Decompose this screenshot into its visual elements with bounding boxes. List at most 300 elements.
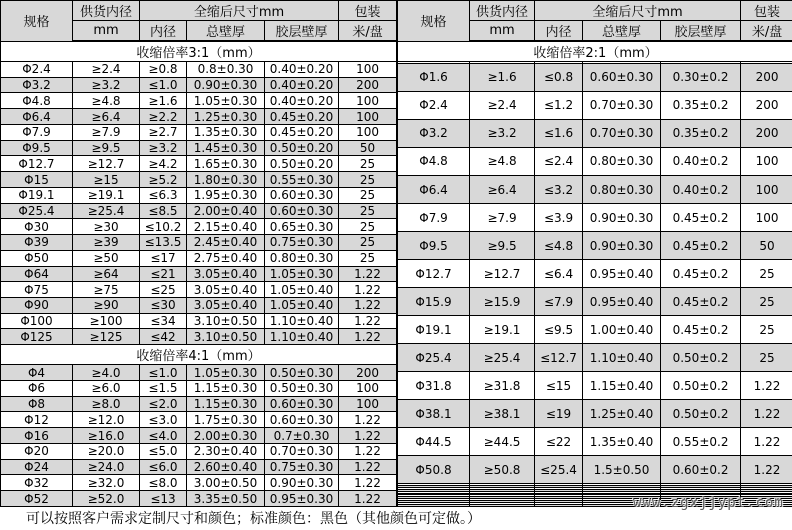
pack-cell: 25 xyxy=(741,260,792,288)
spec-row xyxy=(398,428,792,456)
total-wall-cell: 3.05±0.40 xyxy=(187,298,265,314)
shrunk-inner-diameter-cell: ≤0.8 xyxy=(535,63,583,91)
glue-wall-cell: 0.50±0.2 xyxy=(661,400,741,428)
supply-inner-diameter-cell: ≥9.5 xyxy=(73,140,140,156)
glue-wall-cell: 1.10±0.40 xyxy=(265,313,339,329)
spec-cell: Φ100 xyxy=(1,313,73,329)
col-header-spec: 规格 xyxy=(1,1,73,42)
spec-row xyxy=(398,288,792,316)
col-header-pack-unit: 米/盘 xyxy=(741,21,792,42)
pack-cell: 1.22 xyxy=(339,282,397,298)
total-wall-cell: 3.05±0.40 xyxy=(187,266,265,282)
section-header-row xyxy=(1,41,397,62)
supply-inner-diameter-cell: ≥6.0 xyxy=(73,380,140,396)
pack-cell: 1.22 xyxy=(339,459,397,475)
total-wall-cell: 0.90±0.30 xyxy=(187,77,265,93)
supply-inner-diameter-cell: ≥20.0 xyxy=(73,443,140,459)
glue-wall-cell: 0.45±0.2 xyxy=(661,316,741,344)
glue-wall-cell: 0.45±0.2 xyxy=(661,204,741,232)
glue-wall-cell: 0.60±0.2 xyxy=(661,456,741,484)
pack-cell: 25 xyxy=(741,316,792,344)
pack-cell: 1.22 xyxy=(339,475,397,491)
shrunk-inner-diameter-cell: ≤25.4 xyxy=(535,456,583,484)
supply-inner-diameter-cell: ≥1.6 xyxy=(470,63,535,91)
pack-cell: 200 xyxy=(741,119,792,147)
spec-row xyxy=(398,316,792,344)
shrunk-inner-diameter-cell: ≤22 xyxy=(535,428,583,456)
shrunk-inner-diameter-cell: ≤1.5 xyxy=(140,380,187,396)
glue-wall-cell: 0.40±0.20 xyxy=(265,77,339,93)
pack-cell: 100 xyxy=(741,204,792,232)
supply-inner-diameter-cell: ≥2.4 xyxy=(470,91,535,119)
spec-row xyxy=(398,344,792,372)
spec-row xyxy=(1,428,397,444)
section-title: 收缩倍率3:1（mm） xyxy=(1,41,397,62)
spec-cell: Φ1.6 xyxy=(398,63,470,91)
spec-row xyxy=(1,491,397,507)
spec-cell: Φ12.7 xyxy=(1,156,73,172)
total-wall-cell: 0.90±0.30 xyxy=(583,232,661,260)
spec-cell: Φ31.8 xyxy=(398,372,470,400)
glue-wall-cell: 0.90±0.30 xyxy=(265,475,339,491)
shrunk-inner-diameter-cell: ≥1.6 xyxy=(140,93,187,109)
shrunk-inner-diameter-cell: ≤25 xyxy=(140,282,187,298)
spec-row xyxy=(398,147,792,175)
pack-cell: 1.22 xyxy=(741,428,792,456)
spec-row xyxy=(1,313,397,329)
col-header-total-wall: 总壁厚 xyxy=(583,21,661,42)
shrunk-inner-diameter-cell: ≤8.5 xyxy=(140,203,187,219)
spec-row xyxy=(1,266,397,282)
glue-wall-cell: 1.05±0.30 xyxy=(265,266,339,282)
section-header-row xyxy=(398,41,792,62)
total-wall-cell: 3.10±0.50 xyxy=(187,329,265,345)
supply-inner-diameter-cell: ≥6.4 xyxy=(73,109,140,125)
spec-cell: Φ6.4 xyxy=(398,175,470,203)
total-wall-cell: 2.00±0.40 xyxy=(187,203,265,219)
glue-wall-cell: 0.40±0.2 xyxy=(661,147,741,175)
shrunk-inner-diameter-cell: ≤8.0 xyxy=(140,475,187,491)
total-wall-cell: 1.95±0.30 xyxy=(187,187,265,203)
spec-row xyxy=(1,365,397,381)
spec-cell: Φ3.2 xyxy=(398,119,470,147)
total-wall-cell: 0.70±0.30 xyxy=(583,119,661,147)
glue-wall-cell: 0.70±0.30 xyxy=(265,443,339,459)
glue-wall-cell: 0.60±0.30 xyxy=(265,412,339,428)
spec-row xyxy=(1,172,397,188)
spec-cell: Φ12 xyxy=(1,412,73,428)
total-wall-cell: 1.35±0.30 xyxy=(187,124,265,140)
shrunk-inner-diameter-cell: ≤12.7 xyxy=(535,344,583,372)
total-wall-cell: 0.95±0.40 xyxy=(583,260,661,288)
spec-row xyxy=(1,219,397,235)
right-spec-table xyxy=(397,0,792,507)
supply-inner-diameter-cell: ≥90 xyxy=(73,298,140,314)
supply-inner-diameter-cell: ≥6.4 xyxy=(470,175,535,203)
shrunk-inner-diameter-cell: ≤1.6 xyxy=(535,119,583,147)
spec-cell: Φ12.7 xyxy=(398,260,470,288)
section-header-row xyxy=(1,345,397,365)
glue-wall-cell: 0.40±0.2 xyxy=(661,175,741,203)
supply-inner-diameter-cell: ≥4.0 xyxy=(73,365,140,381)
pack-cell: 100 xyxy=(339,124,397,140)
shrunk-inner-diameter-cell: ≥2.7 xyxy=(140,124,187,140)
spec-row xyxy=(1,443,397,459)
pack-cell: 25 xyxy=(339,187,397,203)
spec-row xyxy=(398,400,792,428)
shrunk-inner-diameter-cell: ≤5.0 xyxy=(140,443,187,459)
total-wall-cell: 1.5±0.50 xyxy=(583,456,661,484)
pack-cell: 1.22 xyxy=(741,372,792,400)
total-wall-cell: 3.35±0.50 xyxy=(187,491,265,507)
spec-cell: Φ39 xyxy=(1,235,73,251)
spec-row xyxy=(398,372,792,400)
spec-cell: Φ52 xyxy=(1,491,73,507)
glue-wall-cell: 0.60±0.30 xyxy=(265,396,339,412)
total-wall-cell: 1.05±0.30 xyxy=(187,93,265,109)
spec-row xyxy=(1,250,397,266)
shrunk-inner-diameter-cell: ≤1.2 xyxy=(535,91,583,119)
col-header-after-shrink: 全缩后尺寸mm xyxy=(140,1,339,21)
total-wall-cell: 3.05±0.40 xyxy=(187,282,265,298)
glue-wall-cell: 1.10±0.40 xyxy=(265,329,339,345)
spec-cell: Φ6 xyxy=(1,380,73,396)
total-wall-cell: 2.00±0.30 xyxy=(187,428,265,444)
shrunk-inner-diameter-cell: ≥5.2 xyxy=(140,172,187,188)
spec-cell: Φ75 xyxy=(1,282,73,298)
spec-row xyxy=(1,77,397,93)
glue-wall-cell: 0.50±0.30 xyxy=(265,365,339,381)
shrunk-inner-diameter-cell: ≤19 xyxy=(535,400,583,428)
total-wall-cell: 1.00±0.40 xyxy=(583,316,661,344)
pack-cell: 100 xyxy=(339,380,397,396)
spec-row xyxy=(1,459,397,475)
shrunk-inner-diameter-cell: ≤13.5 xyxy=(140,235,187,251)
glue-wall-cell: 1.05±0.40 xyxy=(265,282,339,298)
total-wall-cell: 1.15±0.30 xyxy=(187,380,265,396)
footer-note: 可以按照客户需求定制尺寸和颜色；标准颜色：黑色（其他颜色可定做。） xyxy=(0,507,792,530)
spec-cell: Φ25.4 xyxy=(398,344,470,372)
shrunk-inner-diameter-cell: ≤15 xyxy=(535,372,583,400)
shrunk-inner-diameter-cell: ≤17 xyxy=(140,250,187,266)
spec-cell: Φ2.4 xyxy=(398,91,470,119)
supply-inner-diameter-cell: ≥3.2 xyxy=(470,119,535,147)
total-wall-cell: 0.80±0.30 xyxy=(583,175,661,203)
spec-cell: Φ25.4 xyxy=(1,203,73,219)
pack-cell: 100 xyxy=(339,109,397,125)
supply-inner-diameter-cell: ≥64 xyxy=(73,266,140,282)
spec-row xyxy=(1,187,397,203)
total-wall-cell: 2.15±0.40 xyxy=(187,219,265,235)
pack-cell: 100 xyxy=(339,396,397,412)
spec-row xyxy=(1,124,397,140)
shrunk-inner-diameter-cell: ≥0.8 xyxy=(140,62,187,78)
spec-row xyxy=(1,412,397,428)
glue-wall-cell: 0.75±0.30 xyxy=(265,459,339,475)
total-wall-cell: 1.10±0.40 xyxy=(583,344,661,372)
pack-cell: 1.22 xyxy=(339,428,397,444)
supply-inner-diameter-cell: ≥15.9 xyxy=(470,288,535,316)
supply-inner-diameter-cell: ≥30 xyxy=(73,219,140,235)
shrunk-inner-diameter-cell: ≤34 xyxy=(140,313,187,329)
glue-wall-cell: 0.80±0.30 xyxy=(265,250,339,266)
col-header-glue-wall: 胶层壁厚 xyxy=(265,21,339,42)
shrunk-inner-diameter-cell: ≤6.0 xyxy=(140,459,187,475)
glue-wall-cell: 0.60±0.30 xyxy=(265,187,339,203)
total-wall-cell: 0.70±0.30 xyxy=(583,91,661,119)
spec-cell: Φ20 xyxy=(1,443,73,459)
spec-row xyxy=(1,298,397,314)
pack-cell: 25 xyxy=(339,203,397,219)
shrunk-inner-diameter-cell: ≤6.4 xyxy=(535,260,583,288)
glue-wall-cell: 0.55±0.30 xyxy=(265,172,339,188)
col-header-glue-wall: 胶层壁厚 xyxy=(661,21,741,42)
supply-inner-diameter-cell: ≥25.4 xyxy=(470,344,535,372)
shrunk-inner-diameter-cell: ≤6.3 xyxy=(140,187,187,203)
spec-cell: Φ19.1 xyxy=(398,316,470,344)
supply-inner-diameter-cell: ≥2.4 xyxy=(73,62,140,78)
spec-cell: Φ6.4 xyxy=(1,109,73,125)
shrunk-inner-diameter-cell: ≤3.0 xyxy=(140,412,187,428)
shrunk-inner-diameter-cell: ≤30 xyxy=(140,298,187,314)
total-wall-cell: 1.75±0.30 xyxy=(187,412,265,428)
shrunk-inner-diameter-cell: ≤2.4 xyxy=(535,147,583,175)
glue-wall-cell: 0.95±0.30 xyxy=(265,491,339,507)
col-header-after-shrink: 全缩后尺寸mm xyxy=(535,1,741,21)
supply-inner-diameter-cell: ≥32.0 xyxy=(73,475,140,491)
pack-cell: 1.22 xyxy=(339,491,397,507)
pack-cell: 200 xyxy=(741,63,792,91)
supply-inner-diameter-cell: ≥50 xyxy=(73,250,140,266)
total-wall-cell: 1.65±0.30 xyxy=(187,156,265,172)
spec-row xyxy=(1,109,397,125)
pack-cell: 100 xyxy=(741,147,792,175)
pack-cell: 50 xyxy=(741,232,792,260)
col-header-supply-unit: mm xyxy=(470,21,535,42)
shrunk-inner-diameter-cell: ≤3.9 xyxy=(535,204,583,232)
pack-cell: 100 xyxy=(339,62,397,78)
total-wall-cell: 1.80±0.30 xyxy=(187,172,265,188)
supply-inner-diameter-cell: ≥15 xyxy=(73,172,140,188)
total-wall-cell: 1.25±0.40 xyxy=(583,400,661,428)
pack-cell: 25 xyxy=(741,344,792,372)
supply-inner-diameter-cell: ≥8.0 xyxy=(73,396,140,412)
spec-cell: Φ3.2 xyxy=(1,77,73,93)
spec-cell: Φ44.5 xyxy=(398,428,470,456)
glue-wall-cell: 0.45±0.2 xyxy=(661,260,741,288)
spec-row xyxy=(1,380,397,396)
glue-wall-cell: 0.30±0.2 xyxy=(661,63,741,91)
glue-wall-cell: 0.75±0.30 xyxy=(265,235,339,251)
supply-inner-diameter-cell: ≥39 xyxy=(73,235,140,251)
spec-row xyxy=(1,475,397,491)
shrunk-inner-diameter-cell: ≤10.2 xyxy=(140,219,187,235)
pack-cell: 200 xyxy=(741,91,792,119)
supply-inner-diameter-cell: ≥12.7 xyxy=(73,156,140,172)
shrunk-inner-diameter-cell: ≤2.0 xyxy=(140,396,187,412)
spec-cell: Φ19.1 xyxy=(1,187,73,203)
pack-cell: 200 xyxy=(339,365,397,381)
col-header-pack: 包装 xyxy=(339,1,397,21)
total-wall-cell: 2.45±0.40 xyxy=(187,235,265,251)
shrunk-inner-diameter-cell: ≥3.2 xyxy=(140,140,187,156)
total-wall-cell: 1.35±0.40 xyxy=(583,428,661,456)
shrunk-inner-diameter-cell: ≤3.2 xyxy=(535,175,583,203)
supply-inner-diameter-cell: ≥4.8 xyxy=(470,147,535,175)
shrunk-inner-diameter-cell: ≤7.9 xyxy=(535,288,583,316)
glue-wall-cell: 0.50±0.2 xyxy=(661,344,741,372)
col-header-inner-diameter: 内径 xyxy=(140,21,187,42)
spec-cell: Φ4 xyxy=(1,365,73,381)
pack-cell: 100 xyxy=(339,93,397,109)
glue-wall-cell: 0.65±0.30 xyxy=(265,219,339,235)
glue-wall-cell: 0.50±0.20 xyxy=(265,140,339,156)
spec-cell: Φ7.9 xyxy=(1,124,73,140)
supply-inner-diameter-cell: ≥125 xyxy=(73,329,140,345)
total-wall-cell: 1.05±0.30 xyxy=(187,365,265,381)
total-wall-cell: 0.8±0.30 xyxy=(187,62,265,78)
spec-row xyxy=(398,456,792,484)
pack-cell: 1.22 xyxy=(741,400,792,428)
total-wall-cell: 1.25±0.30 xyxy=(187,109,265,125)
pack-cell: 1.22 xyxy=(339,443,397,459)
spec-cell: Φ9.5 xyxy=(398,232,470,260)
spec-cell: Φ15.9 xyxy=(398,288,470,316)
supply-inner-diameter-cell: ≥25.4 xyxy=(73,203,140,219)
supply-inner-diameter-cell: ≥38.1 xyxy=(470,400,535,428)
supply-inner-diameter-cell: ≥4.8 xyxy=(73,93,140,109)
total-wall-cell: 0.90±0.30 xyxy=(583,204,661,232)
shrunk-inner-diameter-cell: ≤42 xyxy=(140,329,187,345)
glue-wall-cell: 0.45±0.2 xyxy=(661,288,741,316)
glue-wall-cell: 0.45±0.20 xyxy=(265,124,339,140)
spec-cell: Φ24 xyxy=(1,459,73,475)
glue-wall-cell: 0.55±0.2 xyxy=(661,428,741,456)
col-header-pack-unit: 米/盘 xyxy=(339,21,397,42)
supply-inner-diameter-cell: ≥19.1 xyxy=(73,187,140,203)
glue-wall-cell: 1.05±0.40 xyxy=(265,298,339,314)
total-wall-cell: 3.00±0.50 xyxy=(187,475,265,491)
pack-cell: 25 xyxy=(339,172,397,188)
spec-row xyxy=(1,396,397,412)
pack-cell: 1.22 xyxy=(339,266,397,282)
header-row-1 xyxy=(1,1,397,21)
spec-cell: Φ125 xyxy=(1,329,73,345)
total-wall-cell: 1.15±0.40 xyxy=(583,372,661,400)
glue-wall-cell: 0.7±0.30 xyxy=(265,428,339,444)
spec-cell: Φ90 xyxy=(1,298,73,314)
glue-wall-cell: 0.35±0.2 xyxy=(661,91,741,119)
shrunk-inner-diameter-cell: ≤4.0 xyxy=(140,428,187,444)
total-wall-cell: 3.10±0.50 xyxy=(187,313,265,329)
shrunk-inner-diameter-cell: ≤4.8 xyxy=(535,232,583,260)
spec-cell: Φ9.5 xyxy=(1,140,73,156)
shrunk-inner-diameter-cell: ≥2.2 xyxy=(140,109,187,125)
shrunk-inner-diameter-cell: ≥4.2 xyxy=(140,156,187,172)
spec-row xyxy=(1,282,397,298)
pack-cell: 1.22 xyxy=(741,456,792,484)
spec-cell: Φ30 xyxy=(1,219,73,235)
spec-row xyxy=(398,204,792,232)
total-wall-cell: 0.95±0.40 xyxy=(583,288,661,316)
glue-wall-cell: 0.45±0.2 xyxy=(661,232,741,260)
spec-row xyxy=(1,93,397,109)
glue-wall-cell: 0.50±0.20 xyxy=(265,156,339,172)
glue-wall-cell: 0.50±0.2 xyxy=(661,372,741,400)
pack-cell: 200 xyxy=(339,77,397,93)
spec-cell: Φ50 xyxy=(1,250,73,266)
shrunk-inner-diameter-cell: ≤21 xyxy=(140,266,187,282)
shrunk-inner-diameter-cell: ≤13 xyxy=(140,491,187,507)
spec-row xyxy=(1,329,397,345)
spec-row xyxy=(398,175,792,203)
col-header-supply-unit: mm xyxy=(73,21,140,42)
pack-cell: 25 xyxy=(741,288,792,316)
spec-row xyxy=(398,63,792,91)
shrunk-inner-diameter-cell: ≤1.0 xyxy=(140,77,187,93)
pack-cell: 25 xyxy=(339,250,397,266)
total-wall-cell: 1.15±0.30 xyxy=(187,396,265,412)
pack-cell: 50 xyxy=(339,140,397,156)
glue-wall-cell: 0.40±0.20 xyxy=(265,93,339,109)
spec-cell: Φ50.8 xyxy=(398,456,470,484)
spec-cell: Φ32 xyxy=(1,475,73,491)
col-header-pack: 包装 xyxy=(741,1,792,21)
col-header-supply-diameter: 供货内径 xyxy=(470,1,535,21)
glue-wall-cell: 0.45±0.20 xyxy=(265,109,339,125)
spec-cell: Φ38.1 xyxy=(398,400,470,428)
supply-inner-diameter-cell: ≥7.9 xyxy=(470,204,535,232)
supply-inner-diameter-cell: ≥44.5 xyxy=(470,428,535,456)
spec-cell: Φ4.8 xyxy=(1,93,73,109)
pack-cell: 25 xyxy=(339,156,397,172)
glue-wall-cell: 0.40±0.20 xyxy=(265,62,339,78)
spec-cell: Φ16 xyxy=(1,428,73,444)
col-header-spec: 规格 xyxy=(398,1,470,42)
supply-inner-diameter-cell: ≥100 xyxy=(73,313,140,329)
supply-inner-diameter-cell: ≥52.0 xyxy=(73,491,140,507)
col-header-inner-diameter: 内径 xyxy=(535,21,583,42)
pack-cell: 25 xyxy=(339,235,397,251)
total-wall-cell: 2.75±0.40 xyxy=(187,250,265,266)
watermark-text: www.zgxjjypt.com xyxy=(633,495,784,511)
spec-row xyxy=(1,156,397,172)
section-title: 收缩倍率2:1（mm） xyxy=(398,41,792,62)
total-wall-cell: 1.45±0.30 xyxy=(187,140,265,156)
shrunk-inner-diameter-cell: ≤1.0 xyxy=(140,365,187,381)
spec-row xyxy=(398,260,792,288)
supply-inner-diameter-cell: ≥16.0 xyxy=(73,428,140,444)
spec-row xyxy=(398,232,792,260)
pack-cell: 25 xyxy=(339,219,397,235)
supply-inner-diameter-cell: ≥9.5 xyxy=(470,232,535,260)
glue-wall-cell: 0.50±0.30 xyxy=(265,380,339,396)
section-title: 收缩倍率4:1（mm） xyxy=(1,345,397,365)
spec-row xyxy=(1,62,397,78)
left-spec-table xyxy=(0,0,397,507)
total-wall-cell: 0.80±0.30 xyxy=(583,147,661,175)
spec-cell: Φ7.9 xyxy=(398,204,470,232)
supply-inner-diameter-cell: ≥12.7 xyxy=(470,260,535,288)
pack-cell: 1.22 xyxy=(339,313,397,329)
supply-inner-diameter-cell: ≥7.9 xyxy=(73,124,140,140)
supply-inner-diameter-cell: ≥3.2 xyxy=(73,77,140,93)
spec-cell: Φ4.8 xyxy=(398,147,470,175)
spec-row xyxy=(398,119,792,147)
pack-cell: 1.22 xyxy=(339,298,397,314)
pack-cell: 1.22 xyxy=(339,412,397,428)
pack-cell: 100 xyxy=(741,175,792,203)
